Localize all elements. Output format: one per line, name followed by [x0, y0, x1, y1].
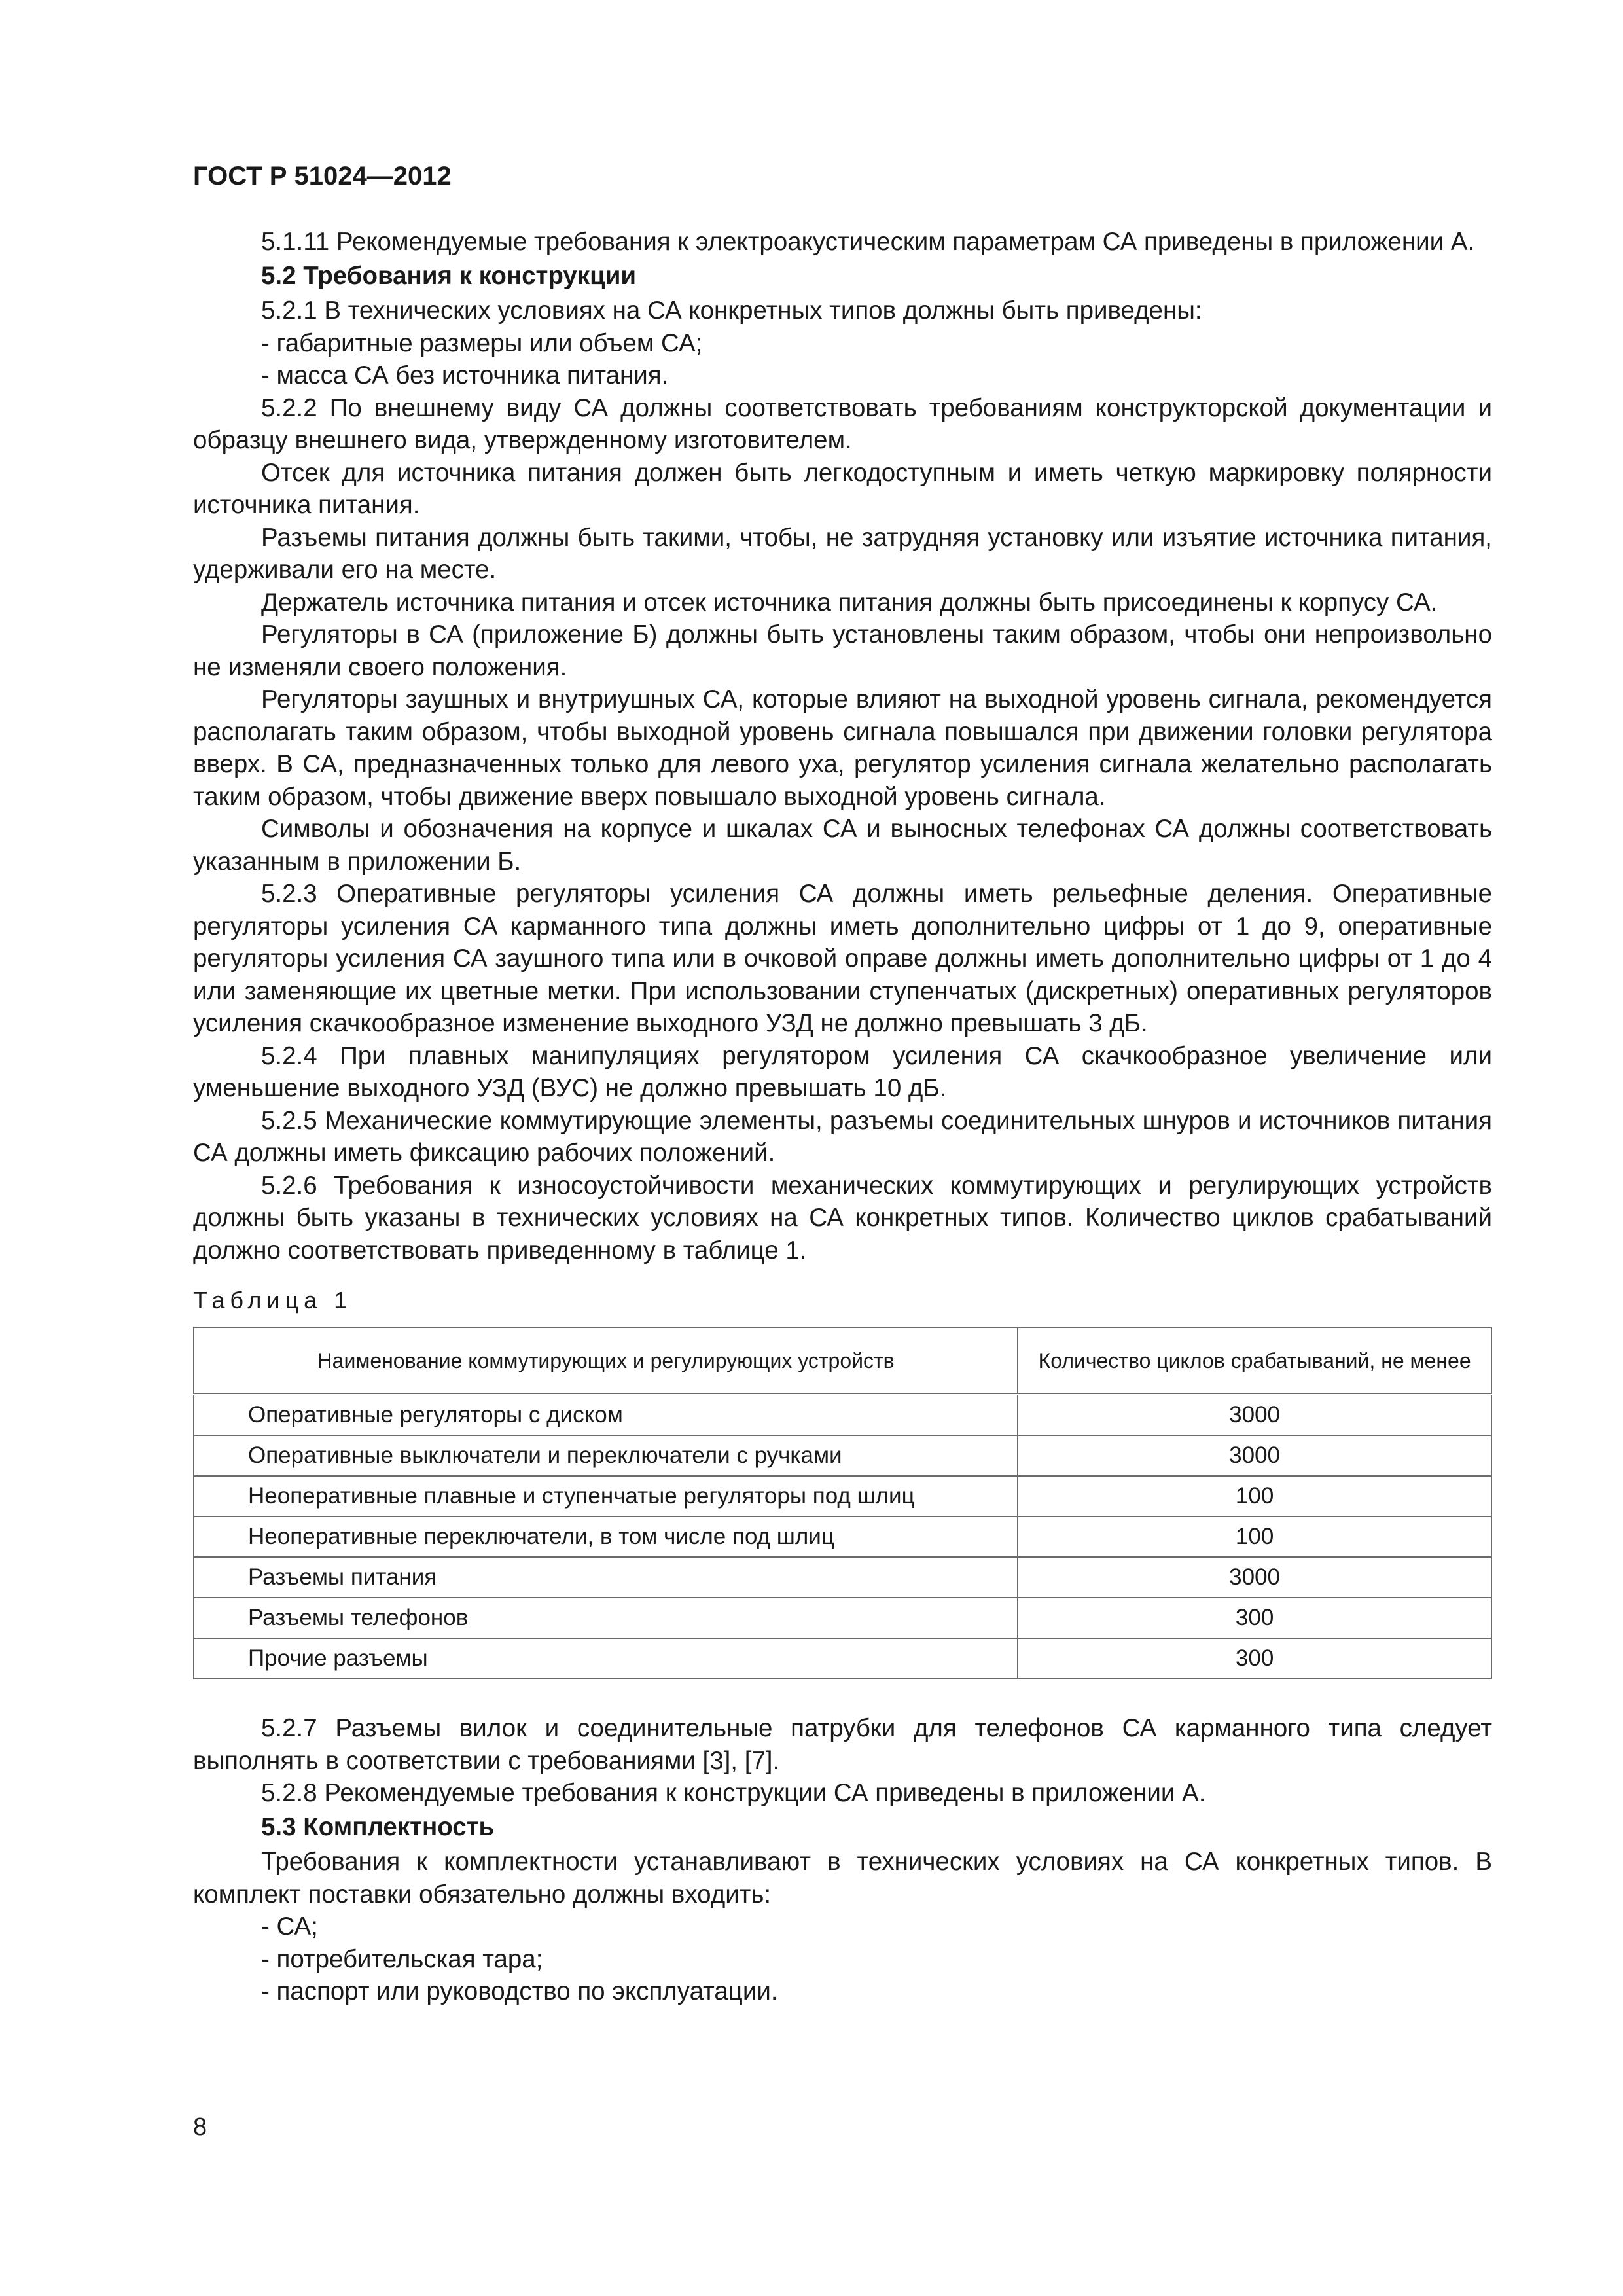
table-header-row [194, 1327, 1491, 1395]
column-header-device-name: Наименование коммутирующих и регулирующих устройств [194, 1327, 1018, 1395]
cell-cycle-count: 100 [1018, 1476, 1491, 1516]
cell-device-name: Неоперативные плавные и ступенчатые регуляторы под шлиц [194, 1476, 1018, 1516]
paragraph-5-2-6: 5.2.6 Требования к износоустойчивости механических коммутирующих и регулирующих устройств должны быть указаны в технических условиях на СА конкретных типов. Количество циклов срабатываний должно соответствовать приведенному в таблице 1. [193, 1171, 1492, 1265]
paragraph-5-2-8: 5.2.8 Рекомендуемые требования к конструкции СА приведены в приложении А. [261, 1779, 1206, 1807]
section-heading-5-2: 5.2 Требования к конструкции [261, 261, 637, 290]
cell-device-name: Прочие разъемы [194, 1638, 1018, 1679]
paragraph-symbols: Символы и обозначения на корпусе и шкалах СА и выносных телефонах СА должны соответствовать указанным в приложении Б. [193, 815, 1492, 876]
table-row [194, 1435, 1491, 1476]
list-item: - масса СА без источника питания. [261, 361, 669, 389]
paragraph-5-3: Требования к комплектности устанавливают в технических условиях на СА конкретных типов. В комплект поставки обязательно должны входить: [193, 1848, 1492, 1909]
cell-cycle-count: 100 [1018, 1516, 1491, 1557]
paragraph-5-2-3: 5.2.3 Оперативные регуляторы усиления СА должны иметь рельефные деления. Оперативные регуляторы усиления СА карманного типа должны иметь дополнительно цифры от 1 до 9, оперативные регуляторы усиления СА заушного типа или в очковой оправе должны иметь дополнительно цифры от 1 до 4 или заменяющие их цветные метки. При использовании ступенчатых (дискретных) оперативных регуляторов усиления скачкообразное изменение выходного УЗД не должно превышать 3 дБ. [193, 880, 1492, 1037]
paragraph-holder: Держатель источника питания и отсек источника питания должны быть присоединены к корпусу СА. [261, 588, 1438, 617]
list-item: - паспорт или руководство по эксплуатации. [261, 1977, 778, 2005]
paragraph-regulators-ear: Регуляторы заушных и внутриушных СА, которые влияют на выходной уровень сигнала, рекомендуется располагать таким образом, чтобы выходной уровень сигнала повышался при движении головки регулятора вверх. В СА, предназначенных только для левого уха, регулятор усиления сигнала желательно располагать таким образом, чтобы движение вверх повышало выходной уровень сигнала. [193, 685, 1492, 811]
table-caption: Таблица 1 [193, 1287, 353, 1314]
cell-cycle-count: 300 [1018, 1598, 1491, 1638]
list-item: - потребительская тара; [261, 1945, 543, 1973]
document-page [193, 160, 1492, 2008]
paragraph-5-2-5: 5.2.5 Механические коммутирующие элементы, разъемы соединительных шнуров и источников питания СА должны иметь фиксацию рабочих положений. [193, 1106, 1492, 1167]
table-row [194, 1516, 1491, 1557]
table-row [194, 1638, 1491, 1679]
paragraph-power-connectors: Разъемы питания должны быть такими, чтобы, не затрудняя установку или изъятие источника питания, удерживали его на месте. [193, 523, 1492, 584]
cell-cycle-count: 3000 [1018, 1557, 1491, 1598]
table-row [194, 1557, 1491, 1598]
list-item: - габаритные размеры или объем СА; [261, 329, 703, 357]
section-heading-5-3: 5.3 Комплектность [261, 1812, 495, 1841]
table-row [194, 1598, 1491, 1638]
table-row [194, 1476, 1491, 1516]
document-code-header: ГОСТ Р 51024—2012 [193, 162, 452, 190]
cell-device-name: Оперативные выключатели и переключатели с ручками [194, 1435, 1018, 1476]
page-number: 8 [193, 2113, 207, 2141]
cell-cycle-count: 3000 [1018, 1435, 1491, 1476]
paragraph-compartment: Отсек для источника питания должен быть легкодоступным и иметь четкую маркировку полярности источника питания. [193, 458, 1492, 519]
table-1 [193, 1327, 1492, 1679]
cell-cycle-count: 300 [1018, 1638, 1491, 1679]
cell-device-name: Разъемы питания [194, 1557, 1018, 1598]
paragraph-5-2-1: 5.2.1 В технических условиях на СА конкретных типов должны быть приведены: [261, 296, 1202, 325]
paragraph-5-2-4: 5.2.4 При плавных манипуляциях регулятором усиления СА скачкообразное увеличение или уменьшение выходного УЗД (ВУС) не должно превышать 10 дБ. [193, 1041, 1492, 1102]
cell-device-name: Оперативные регуляторы с диском [194, 1395, 1018, 1436]
table-row [194, 1395, 1491, 1436]
cell-cycle-count: 3000 [1018, 1395, 1491, 1436]
paragraph-regulators: Регуляторы в СА (приложение Б) должны быть установлены таким образом, чтобы они непроизвольно не изменяли своего положения. [193, 620, 1492, 681]
cell-device-name: Неоперативные переключатели, в том числе под шлиц [194, 1516, 1018, 1557]
list-item: - СА; [261, 1912, 318, 1941]
paragraph-5-1-11: 5.1.11 Рекомендуемые требования к электроакустическим параметрам СА приведены в приложении А. [261, 228, 1475, 256]
section-after-table [193, 1712, 1492, 2008]
cell-device-name: Разъемы телефонов [194, 1598, 1018, 1638]
column-header-cycle-count: Количество циклов срабатываний, не менее [1018, 1327, 1491, 1395]
paragraph-5-2-7: 5.2.7 Разъемы вилок и соединительные патрубки для телефонов СА карманного типа следует выполнять в соответствии с требованиями [3], [7]. [193, 1714, 1492, 1775]
paragraph-5-2-2: 5.2.2 По внешнему виду СА должны соответствовать требованиям конструкторской документации и образцу внешнего вида, утвержденному изготовителем. [193, 393, 1492, 454]
